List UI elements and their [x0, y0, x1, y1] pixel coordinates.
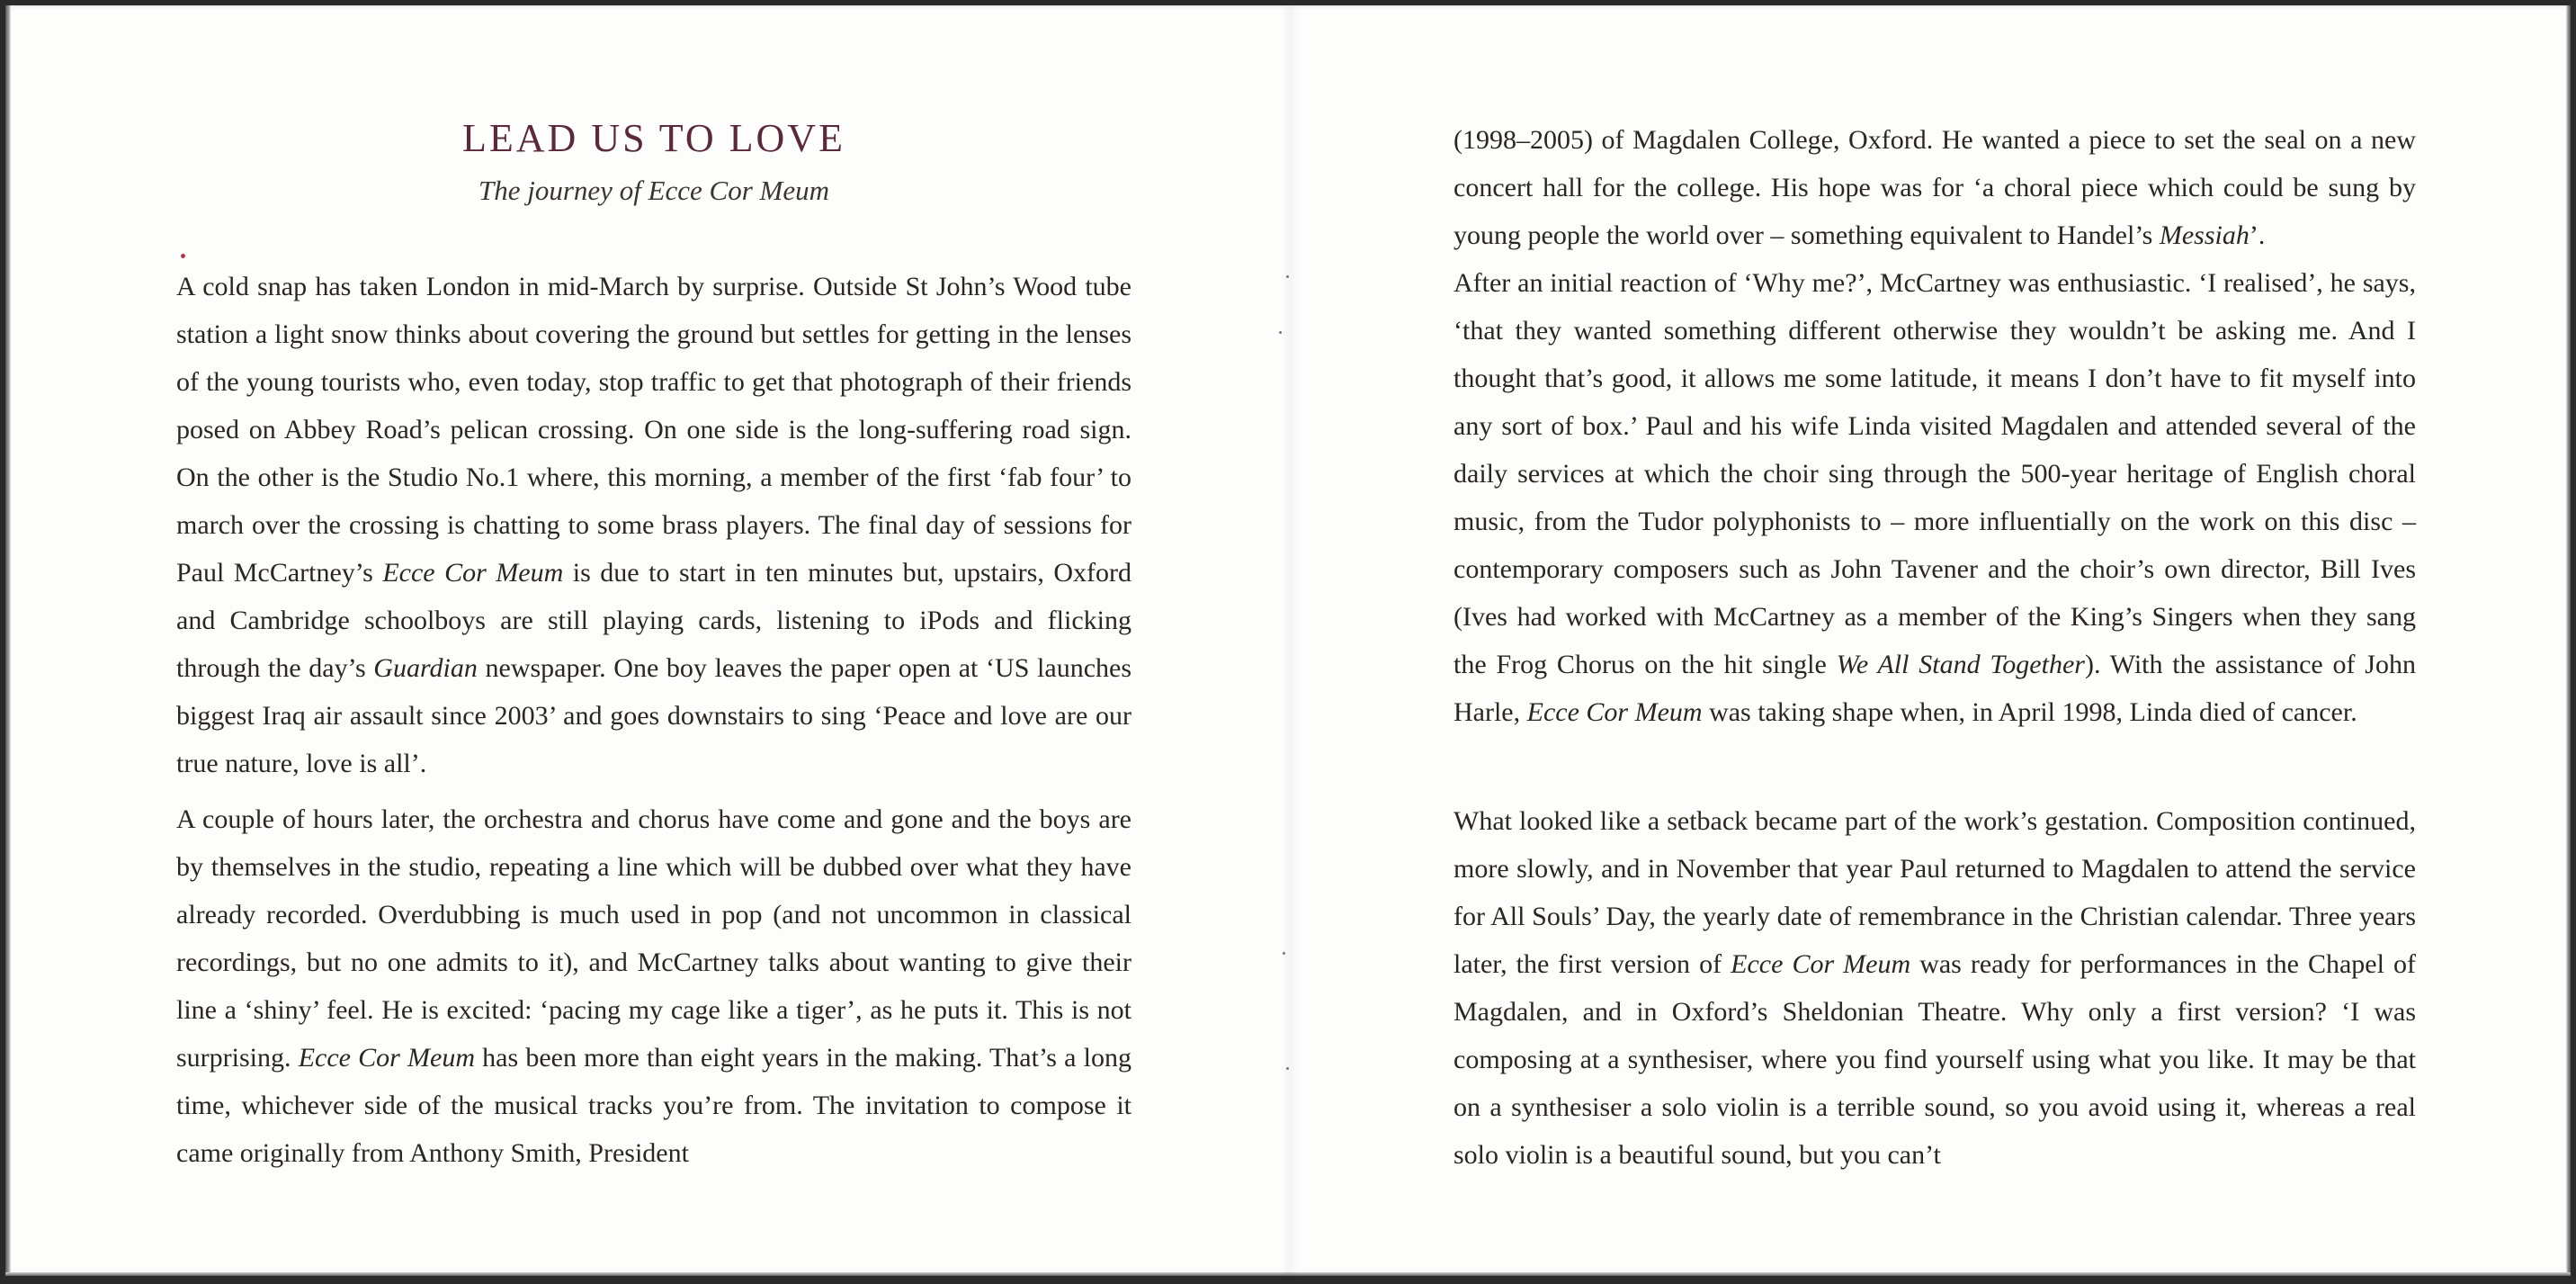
- left-edge-shadow: [5, 5, 11, 1276]
- paragraph: After an initial reaction of ‘Why me?’, McCartney was enthusiastic. ‘I realised’, he says, ‘that they wanted something different otherwise they wouldn’t be asking me. And I thought that’s good, it allows me some latitude, it means I don’t have to fit myself into any sort of box.’ Paul and his wife Linda visited Magdalen and attended several of the daily services at which the choir sing through the 500-year heritage of English choral music, from the Tudor polyphonists to – more influentially on the work on this disc – contemporary composers such as John Tavener and the choir’s own director, Bill Ives (Ives had worked with McCartney as a member of the King’s Singers when they sang the Frog Chorus on the hit single We All Stand Together). With the assistance of John Harle, Ecce Cor Meum was taking shape when, in April 1998, Linda died of cancer.: [1453, 268, 2416, 727]
- right-edge-shadow: [2566, 5, 2571, 1276]
- paragraph: (1998–2005) of Magdalen College, Oxford. He wanted a piece to set the seal on a new concert hall for the college. His hope was for ‘a choral piece which could be sung by young people the world over – something equivalent to Handel’s Messiah’.: [1453, 125, 2416, 250]
- italic-title: Ecce Cor Meum: [1731, 949, 1911, 979]
- paragraph: A cold snap has taken London in mid-March by surprise. Outside St John’s Wood tube station a light snow thinks about covering the ground but settles for getting in the lenses of the young tourists who, even today, stop traffic to get that photograph of their friends posed on Abbey Road’s pelican crossing. On one side is the long-suffering road sign. On the other is the Studio No.1 where, this morning, a member of the first ‘fab four’ to march over the crossing is chatting to some brass players. The final day of sessions for Paul McCartney’s Ecce Cor Meum is due to start in ten minutes but, upstairs, Oxford and Cambridge schoolboys are still playing cards, listening to iPods and flicking through the day’s Guardian newspaper. One boy leaves the paper open at ‘US launches biggest Iraq air assault since 2003’ and goes downstairs to sing ‘Peace and love are our true nature, love is all’.: [176, 272, 1131, 778]
- page-subtitle: The journey of Ecce Cor Meum: [479, 175, 829, 206]
- paragraph: What looked like a setback became part of the work’s gestation. Composition continued, more slowly, and in November that year Paul returned to Magdalen to attend the service for All Souls’ Day, the yearly date of remembrance in the Christian calendar. Three years later, the first version of Ecce Cor Meum was ready for performances in the Chapel of Magdalen, and in Oxford’s Sheldonian Theatre. Why only a first version? ‘I was composing at a synthesiser, where you find yourself using what you like. It may be that on a synthesiser a solo violin is a terrible sound, so you avoid using it, whereas a real solo violin is a beautiful sound, but you can’t: [1453, 806, 2416, 1170]
- booklet-spread: [5, 5, 2571, 1276]
- decorative-dot: [181, 254, 185, 258]
- italic-title: Ecce Cor Meum: [1526, 697, 1703, 727]
- italic-title: Ecce Cor Meum: [298, 1043, 475, 1073]
- italic-title: Messiah: [2159, 220, 2250, 250]
- italic-title: Ecce Cor Meum: [382, 558, 564, 588]
- paragraph: A couple of hours later, the orchestra and chorus have come and gone and the boys are by themselves in the studio, repeating a line which will be dubbed over what they have already recorded. Overdubbing is much used in pop (and not uncommon in classical recordings, but no one admits to it), and McCartney talks about wanting to give their line a ‘shiny’ feel. He is excited: ‘pacing my cage like a tiger’, as he puts it. This is not surprising. Ecce Cor Meum has been more than eight years in the making. That’s a long time, whichever side of the musical tracks you’re from. The invitation to compose it came originally from Anthony Smith, President: [176, 804, 1131, 1168]
- italic-title: Guardian: [373, 653, 478, 683]
- page-title: LEAD US TO LOVE: [462, 116, 845, 160]
- italic-title: We All Stand Together: [1836, 650, 2085, 679]
- center-gutter: [1281, 5, 1299, 1276]
